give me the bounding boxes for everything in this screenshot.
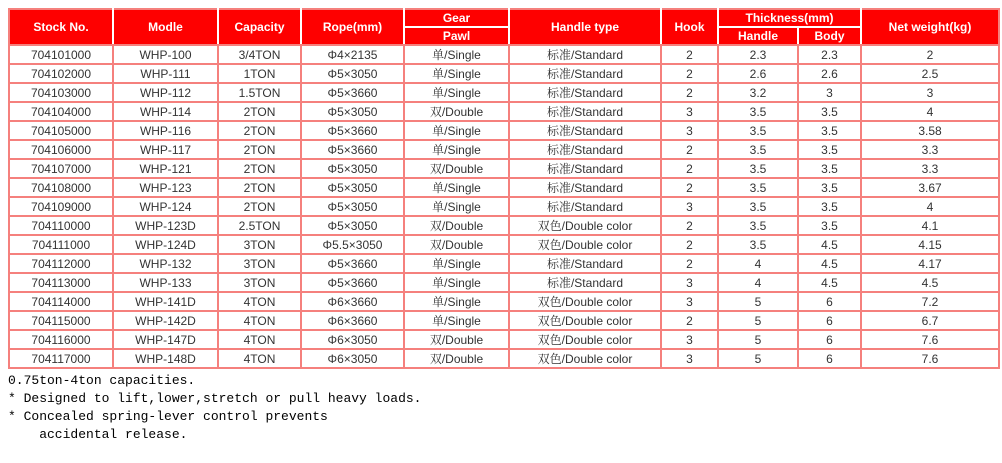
cell-handle-type: 标准/Standard xyxy=(509,254,661,273)
cell-stock: 704102000 xyxy=(9,64,113,83)
cell-handle-type: 标准/Standard xyxy=(509,102,661,121)
cell-capacity: 3TON xyxy=(218,273,301,292)
cell-model: WHP-133 xyxy=(113,273,218,292)
cell-capacity: 3/4TON xyxy=(218,45,301,64)
col-header-stock-no: Stock No. xyxy=(9,9,113,45)
cell-hook: 2 xyxy=(661,235,718,254)
cell-handle-type: 标准/Standard xyxy=(509,64,661,83)
cell-thickness-body: 6 xyxy=(798,292,861,311)
cell-rope: Φ5×3050 xyxy=(301,197,404,216)
cell-model: WHP-114 xyxy=(113,102,218,121)
footnote-line: * Designed to lift,lower,stretch or pull heavy loads. xyxy=(8,391,422,406)
cell-thickness-handle: 3.2 xyxy=(718,83,798,102)
cell-thickness-handle: 3.5 xyxy=(718,159,798,178)
cell-net-weight: 2 xyxy=(861,45,999,64)
cell-net-weight: 6.7 xyxy=(861,311,999,330)
cell-capacity: 1.5TON xyxy=(218,83,301,102)
footnote-line: * Concealed spring-lever control prevents xyxy=(8,409,328,424)
cell-gear-pawl: 双/Double xyxy=(404,216,509,235)
cell-model: WHP-116 xyxy=(113,121,218,140)
cell-thickness-handle: 4 xyxy=(718,273,798,292)
table-row xyxy=(9,178,999,197)
cell-capacity: 4TON xyxy=(218,330,301,349)
table-row xyxy=(9,121,999,140)
cell-handle-type: 双色/Double color xyxy=(509,235,661,254)
cell-handle-type: 双色/Double color xyxy=(509,349,661,368)
cell-hook: 2 xyxy=(661,159,718,178)
cell-model: WHP-123D xyxy=(113,216,218,235)
cell-rope: Φ5×3660 xyxy=(301,273,404,292)
cell-handle-type: 标准/Standard xyxy=(509,121,661,140)
table-row xyxy=(9,83,999,102)
cell-capacity: 2.5TON xyxy=(218,216,301,235)
cell-model: WHP-124D xyxy=(113,235,218,254)
cell-hook: 3 xyxy=(661,292,718,311)
cell-capacity: 2TON xyxy=(218,159,301,178)
cell-rope: Φ5×3660 xyxy=(301,83,404,102)
cell-model: WHP-117 xyxy=(113,140,218,159)
cell-thickness-handle: 2.3 xyxy=(718,45,798,64)
col-header-net-weight: Net weight(kg) xyxy=(861,9,999,45)
cell-model: WHP-147D xyxy=(113,330,218,349)
cell-stock: 704106000 xyxy=(9,140,113,159)
table-row xyxy=(9,159,999,178)
table-row xyxy=(9,273,999,292)
cell-gear-pawl: 单/Single xyxy=(404,292,509,311)
cell-stock: 704115000 xyxy=(9,311,113,330)
cell-capacity: 4TON xyxy=(218,292,301,311)
col-header-thickness-handle: Handle xyxy=(718,27,798,45)
col-header-rope: Rope(mm) xyxy=(301,9,404,45)
cell-thickness-body: 3.5 xyxy=(798,197,861,216)
cell-thickness-handle: 5 xyxy=(718,330,798,349)
cell-net-weight: 4.17 xyxy=(861,254,999,273)
cell-model: WHP-124 xyxy=(113,197,218,216)
cell-handle-type: 标准/Standard xyxy=(509,45,661,64)
cell-gear-pawl: 单/Single xyxy=(404,273,509,292)
cell-net-weight: 4 xyxy=(861,197,999,216)
cell-net-weight: 3.58 xyxy=(861,121,999,140)
cell-hook: 3 xyxy=(661,273,718,292)
cell-handle-type: 双色/Double color xyxy=(509,330,661,349)
table-row xyxy=(9,254,999,273)
cell-model: WHP-148D xyxy=(113,349,218,368)
cell-rope: Φ5×3050 xyxy=(301,64,404,83)
cell-thickness-handle: 3.5 xyxy=(718,121,798,140)
cell-net-weight: 7.2 xyxy=(861,292,999,311)
cell-thickness-handle: 3.5 xyxy=(718,102,798,121)
cell-thickness-handle: 2.6 xyxy=(718,64,798,83)
cell-net-weight: 3.3 xyxy=(861,140,999,159)
cell-stock: 704111000 xyxy=(9,235,113,254)
cell-handle-type: 标准/Standard xyxy=(509,140,661,159)
table-row xyxy=(9,330,999,349)
cell-model: WHP-141D xyxy=(113,292,218,311)
cell-rope: Φ6×3660 xyxy=(301,311,404,330)
cell-net-weight: 2.5 xyxy=(861,64,999,83)
table-row xyxy=(9,45,999,64)
cell-net-weight: 7.6 xyxy=(861,330,999,349)
col-header-capacity: Capacity xyxy=(218,9,301,45)
cell-stock: 704103000 xyxy=(9,83,113,102)
cell-thickness-body: 6 xyxy=(798,330,861,349)
cell-gear-pawl: 双/Double xyxy=(404,159,509,178)
cell-thickness-body: 2.3 xyxy=(798,45,861,64)
col-header-handle-type: Handle type xyxy=(509,9,661,45)
cell-stock: 704110000 xyxy=(9,216,113,235)
cell-net-weight: 7.6 xyxy=(861,349,999,368)
cell-thickness-body: 4.5 xyxy=(798,235,861,254)
col-header-thickness: Thickness(mm) xyxy=(718,9,861,27)
table-row xyxy=(9,140,999,159)
cell-model: WHP-121 xyxy=(113,159,218,178)
cell-gear-pawl: 单/Single xyxy=(404,311,509,330)
header-row-top xyxy=(9,9,999,27)
cell-gear-pawl: 单/Single xyxy=(404,197,509,216)
cell-rope: Φ5×3050 xyxy=(301,159,404,178)
cell-hook: 2 xyxy=(661,45,718,64)
cell-net-weight: 4 xyxy=(861,102,999,121)
cell-model: WHP-112 xyxy=(113,83,218,102)
cell-capacity: 2TON xyxy=(218,121,301,140)
cell-hook: 3 xyxy=(661,330,718,349)
cell-rope: Φ5×3050 xyxy=(301,102,404,121)
cell-stock: 704114000 xyxy=(9,292,113,311)
cell-handle-type: 双色/Double color xyxy=(509,311,661,330)
cell-capacity: 1TON xyxy=(218,64,301,83)
cell-stock: 704109000 xyxy=(9,197,113,216)
col-header-hook: Hook xyxy=(661,9,718,45)
footnote-line: accidental release. xyxy=(8,427,188,442)
table-row xyxy=(9,311,999,330)
cell-hook: 3 xyxy=(661,102,718,121)
cell-capacity: 3TON xyxy=(218,254,301,273)
cell-rope: Φ4×2135 xyxy=(301,45,404,64)
cell-net-weight: 3.67 xyxy=(861,178,999,197)
cell-thickness-handle: 3.5 xyxy=(718,140,798,159)
cell-thickness-handle: 3.5 xyxy=(718,178,798,197)
cell-model: WHP-111 xyxy=(113,64,218,83)
footnote-line: 0.75ton-4ton capacities. xyxy=(8,373,196,388)
cell-hook: 2 xyxy=(661,254,718,273)
cell-gear-pawl: 单/Single xyxy=(404,178,509,197)
cell-rope: Φ6×3050 xyxy=(301,349,404,368)
cell-thickness-body: 3.5 xyxy=(798,102,861,121)
cell-net-weight: 4.15 xyxy=(861,235,999,254)
cell-gear-pawl: 单/Single xyxy=(404,140,509,159)
table-row xyxy=(9,292,999,311)
cell-rope: Φ5×3050 xyxy=(301,216,404,235)
cell-rope: Φ5×3050 xyxy=(301,178,404,197)
cell-hook: 2 xyxy=(661,216,718,235)
cell-thickness-handle: 3.5 xyxy=(718,235,798,254)
table-body xyxy=(9,45,999,368)
cell-handle-type: 标准/Standard xyxy=(509,159,661,178)
cell-net-weight: 3.3 xyxy=(861,159,999,178)
cell-capacity: 4TON xyxy=(218,349,301,368)
cell-thickness-handle: 3.5 xyxy=(718,197,798,216)
cell-handle-type: 标准/Standard xyxy=(509,83,661,102)
cell-rope: Φ5×3660 xyxy=(301,254,404,273)
cell-gear-pawl: 单/Single xyxy=(404,83,509,102)
cell-model: WHP-142D xyxy=(113,311,218,330)
cell-handle-type: 双色/Double color xyxy=(509,216,661,235)
cell-hook: 2 xyxy=(661,64,718,83)
cell-gear-pawl: 双/Double xyxy=(404,349,509,368)
cell-stock: 704107000 xyxy=(9,159,113,178)
cell-model: WHP-132 xyxy=(113,254,218,273)
cell-net-weight: 4.1 xyxy=(861,216,999,235)
cell-capacity: 2TON xyxy=(218,197,301,216)
cell-net-weight: 3 xyxy=(861,83,999,102)
cell-handle-type: 标准/Standard xyxy=(509,178,661,197)
cell-handle-type: 标准/Standard xyxy=(509,197,661,216)
cell-hook: 2 xyxy=(661,178,718,197)
cell-hook: 3 xyxy=(661,349,718,368)
cell-gear-pawl: 单/Single xyxy=(404,64,509,83)
col-header-thickness-body: Body xyxy=(798,27,861,45)
cell-hook: 3 xyxy=(661,121,718,140)
cell-thickness-body: 4.5 xyxy=(798,254,861,273)
spec-table xyxy=(8,8,1000,369)
col-header-model: Modle xyxy=(113,9,218,45)
cell-rope: Φ5×3660 xyxy=(301,121,404,140)
cell-thickness-body: 3.5 xyxy=(798,140,861,159)
cell-net-weight: 4.5 xyxy=(861,273,999,292)
cell-thickness-body: 6 xyxy=(798,311,861,330)
cell-thickness-body: 4.5 xyxy=(798,273,861,292)
cell-hook: 2 xyxy=(661,311,718,330)
cell-thickness-body: 3.5 xyxy=(798,159,861,178)
cell-capacity: 2TON xyxy=(218,140,301,159)
cell-rope: Φ5×3660 xyxy=(301,140,404,159)
cell-hook: 3 xyxy=(661,197,718,216)
cell-stock: 704116000 xyxy=(9,330,113,349)
cell-stock: 704104000 xyxy=(9,102,113,121)
cell-thickness-handle: 3.5 xyxy=(718,216,798,235)
table-header xyxy=(9,9,999,45)
cell-capacity: 3TON xyxy=(218,235,301,254)
cell-gear-pawl: 单/Single xyxy=(404,121,509,140)
cell-handle-type: 标准/Standard xyxy=(509,273,661,292)
cell-thickness-handle: 4 xyxy=(718,254,798,273)
cell-stock: 704113000 xyxy=(9,273,113,292)
table-row xyxy=(9,197,999,216)
footnotes xyxy=(8,372,1002,444)
table-row xyxy=(9,64,999,83)
cell-handle-type: 双色/Double color xyxy=(509,292,661,311)
cell-thickness-body: 2.6 xyxy=(798,64,861,83)
table-row xyxy=(9,216,999,235)
cell-capacity: 4TON xyxy=(218,311,301,330)
cell-gear-pawl: 双/Double xyxy=(404,235,509,254)
cell-thickness-body: 3.5 xyxy=(798,121,861,140)
table-row xyxy=(9,235,999,254)
cell-rope: Φ6×3050 xyxy=(301,330,404,349)
cell-capacity: 2TON xyxy=(218,178,301,197)
cell-rope: Φ6×3660 xyxy=(301,292,404,311)
cell-gear-pawl: 单/Single xyxy=(404,254,509,273)
cell-stock: 704108000 xyxy=(9,178,113,197)
table-row xyxy=(9,349,999,368)
cell-thickness-handle: 5 xyxy=(718,349,798,368)
table-row xyxy=(9,102,999,121)
cell-thickness-handle: 5 xyxy=(718,311,798,330)
cell-gear-pawl: 单/Single xyxy=(404,45,509,64)
col-header-gear: Gear xyxy=(404,9,509,27)
cell-thickness-handle: 5 xyxy=(718,292,798,311)
cell-thickness-body: 3.5 xyxy=(798,216,861,235)
cell-stock: 704105000 xyxy=(9,121,113,140)
cell-hook: 2 xyxy=(661,140,718,159)
cell-capacity: 2TON xyxy=(218,102,301,121)
cell-gear-pawl: 双/Double xyxy=(404,102,509,121)
cell-gear-pawl: 双/Double xyxy=(404,330,509,349)
cell-model: WHP-100 xyxy=(113,45,218,64)
cell-stock: 704117000 xyxy=(9,349,113,368)
cell-stock: 704101000 xyxy=(9,45,113,64)
cell-thickness-body: 3 xyxy=(798,83,861,102)
cell-model: WHP-123 xyxy=(113,178,218,197)
cell-stock: 704112000 xyxy=(9,254,113,273)
cell-rope: Φ5.5×3050 xyxy=(301,235,404,254)
cell-thickness-body: 3.5 xyxy=(798,178,861,197)
cell-thickness-body: 6 xyxy=(798,349,861,368)
cell-hook: 2 xyxy=(661,83,718,102)
col-header-pawl: Pawl xyxy=(404,27,509,45)
